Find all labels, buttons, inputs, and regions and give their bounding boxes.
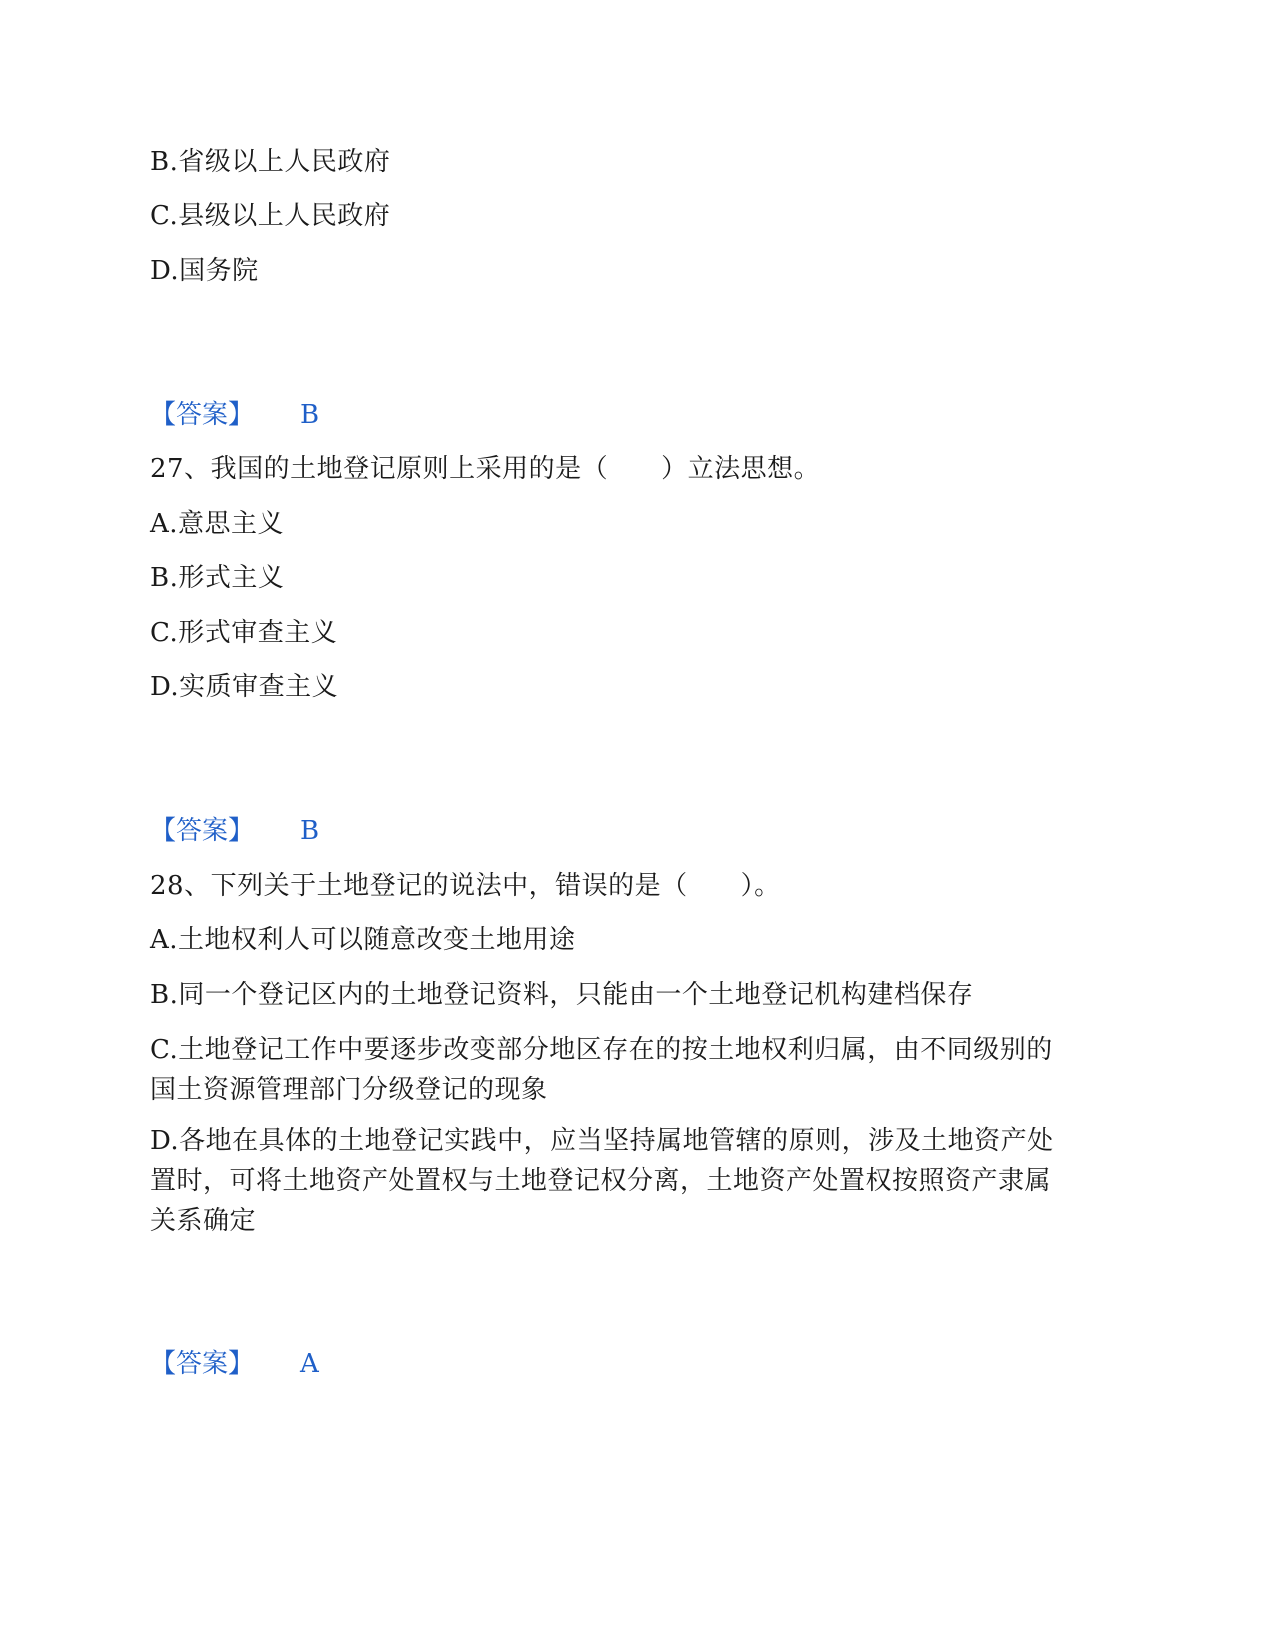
prev-answer <box>150 395 319 435</box>
q27-option-a: A.意思主义 <box>150 509 285 539</box>
prev-option-b: B.省级以上人民政府 <box>150 147 391 177</box>
q27-answer <box>150 811 319 851</box>
answer-value: B <box>300 816 320 846</box>
q27-option-c: C.形式审查主义 <box>150 618 338 648</box>
q28-option-d: D.各地在具体的土地登记实践中，应当坚持属地管辖的原则，涉及土地资产处置时，可将土地资产处置权与土地登记权分离，土地资产处置权按照资产隶属关系确定 <box>150 1126 1054 1236</box>
answer-label: 【答案】 <box>150 400 255 430</box>
answer-value: B <box>300 400 320 430</box>
q27-option-b: B.形式主义 <box>150 563 285 593</box>
q28-answer <box>150 1344 319 1384</box>
prev-option-c: C.县级以上人民政府 <box>150 201 391 231</box>
q27-stem: 27、我国的土地登记原则上采用的是（ ）立法思想。 <box>150 454 821 484</box>
q27-option-d: D.实质审查主义 <box>150 672 339 702</box>
prev-option-d: D.国务院 <box>150 256 259 286</box>
answer-value: A <box>300 1349 319 1379</box>
answer-label: 【答案】 <box>150 1349 255 1379</box>
q28-option-b: B.同一个登记区内的土地登记资料，只能由一个土地登记机构建档保存 <box>150 980 974 1010</box>
q28-option-c: C.土地登记工作中要逐步改变部分地区存在的按土地权利归属，由不同级别的国土资源管理部门分级登记的现象 <box>150 1035 1053 1105</box>
answer-label: 【答案】 <box>150 816 255 846</box>
q28-stem: 28、下列关于土地登记的说法中，错误的是（ ）。 <box>150 871 781 901</box>
q28-option-a: A.土地权利人可以随意改变土地用途 <box>150 925 576 955</box>
